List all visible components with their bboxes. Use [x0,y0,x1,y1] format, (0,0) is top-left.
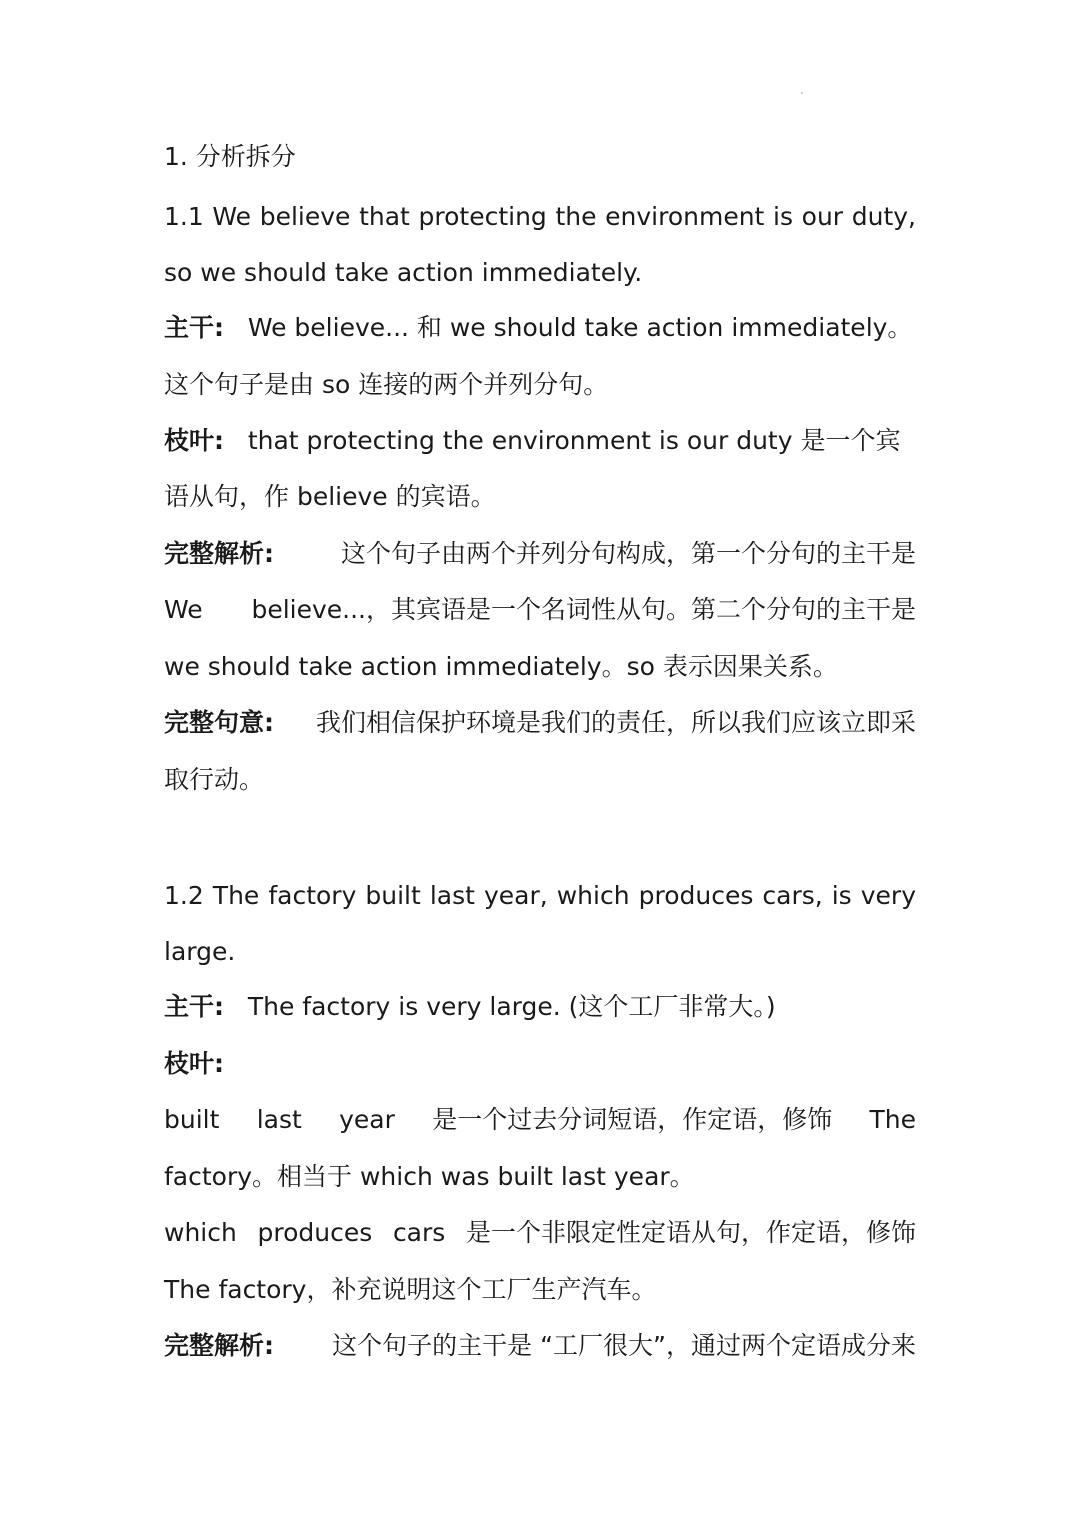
ex2-analysis-label: 完整解析: [164,1331,274,1360]
ex1-sentence-line2: so we should take action immediately. [164,258,643,287]
ex1-meaning-row [164,706,916,740]
ex2-analysis-line1: 这个句子的主干是 “工厂很大”，通过两个定语成分来 [332,1331,916,1360]
ex1-meaning-line2: 取行动。 [164,765,265,794]
ex1-branch-text-line2: 语从句，作 believe 的宾语。 [164,482,496,511]
ex2-sentence-line1: 1.2 The factory built last year, which produces cars, is very [164,881,916,910]
ex2-branch1-line1 [164,1103,916,1137]
ex2-b1-word-built: built [164,1105,220,1134]
ex1-analysis-line3: we should take action immediately。so 表示因果关系。 [164,652,838,681]
scan-speck [801,92,803,94]
ex2-branch2-line1 [164,1216,916,1250]
ex1-analysis-row [164,537,916,571]
ex2-analysis-row [164,1329,916,1363]
ex2-b1-explain: 是一个过去分词短语，作定语，修饰 [432,1105,833,1134]
ex2-sentence-line2: large. [164,937,236,966]
section-title: 1. 分析拆分 [164,142,296,171]
ex1-branch-label: 枝叶: [164,426,224,455]
ex2-branch1-line2: factory。相当于 which was built last year。 [164,1162,695,1191]
ex1-meaning-label: 完整句意: [164,708,274,737]
ex1-meaning-line1: 我们相信保护环境是我们的责任，所以我们应该立即采 [315,708,916,737]
ex2-main-text: The factory is very large. (这个工厂非常大。) [247,992,776,1021]
ex1-main-text: We believe... 和 we should take action immediately。 [247,313,913,342]
ex1-analysis-line2-b: believe...，其宾语是一个名词性从句。第二个分句的主干是 [251,595,916,624]
ex1-branch-text-line1: that protecting the environment is our duty 是一个宾 [247,426,901,455]
ex2-branch2-line2: The factory，补充说明这个工厂生产汽车。 [164,1275,657,1304]
ex1-analysis-line2 [164,593,916,627]
ex1-analysis-label: 完整解析: [164,539,274,568]
ex2-b2-word-cars: cars [392,1218,446,1247]
ex2-b1-word-last: last [256,1105,302,1134]
ex1-sentence-line1: 1.1 We believe that protecting the environment is our duty, [164,202,916,231]
ex1-main-label: 主干: [164,313,224,342]
ex1-analysis-line2-a: We [164,595,203,624]
ex2-b2-word-which: which [164,1218,237,1247]
ex1-branch-row [164,424,916,458]
ex1-main-note: 这个句子是由 so 连接的两个并列分句。 [164,370,609,399]
ex2-b2-word-produces: produces [257,1218,373,1247]
ex2-b2-explain: 是一个非限定性定语从句，作定语，修饰 [465,1218,916,1247]
ex2-main-label: 主干: [164,992,224,1021]
ex2-branch-label: 枝叶: [164,1049,224,1078]
ex2-b1-word-year: year [339,1105,395,1134]
ex1-main-row [164,311,916,345]
ex2-b1-word-the: The [869,1105,916,1134]
ex1-analysis-line1: 这个句子由两个并列分句构成，第一个分句的主干是 [340,539,916,568]
ex2-main-row [164,990,916,1024]
